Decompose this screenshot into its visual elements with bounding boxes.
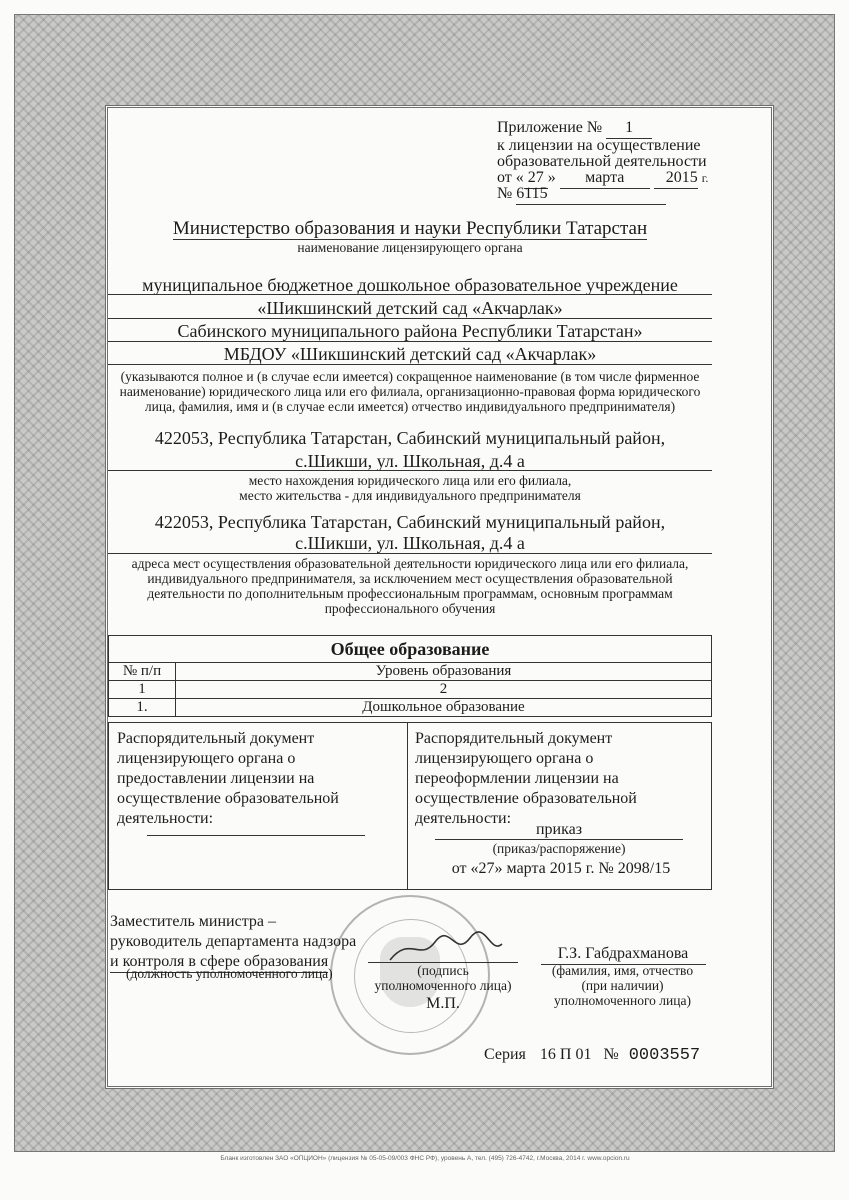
col-index-2: 2 [176, 681, 712, 699]
table-title: Общее образование [109, 636, 712, 663]
location-line2: с.Шикши, ул. Школьная, д.4 а [295, 451, 525, 471]
location-line1: 422053, Республика Татарстан, Сабинский муниципальный район, [154, 428, 666, 448]
location-caption: место нахождения юридического лица или его филиала, место жительства - для индивидуального предпринимателя [239, 473, 581, 503]
grant-blank-line [147, 835, 365, 836]
activity-address-line1: 422053, Республика Татарстан, Сабинский муниципальный район, [154, 512, 666, 532]
signature-mark [380, 930, 510, 966]
appendix-date: от « 27 » марта 2015 г. [497, 168, 708, 189]
appendix-number: 1 [606, 118, 652, 139]
documents-table [108, 722, 712, 890]
col-index-1: 1 [109, 681, 176, 699]
printer-note: Бланк изготовлен ЗАО «ОПЦИОН» (лицензия № 05-05-09/003 ФНС РФ), уровень А, тел. (495) 726-4742, г.Москва, 2014 г. www.opcion.ru [220, 1155, 630, 1162]
grant-document: Распорядительный документ лицензирующего органа о предоставлении лицензии на осуществление образовательной деятельности: [117, 730, 339, 827]
org-line1: муниципальное бюджетное дошкольное образовательное учреждение [142, 275, 678, 295]
form-series: Серия 16 П 01 № 0003557 [484, 1046, 701, 1065]
org-caption: (указываются полное и (в случае если имеется) сокращенное наименование (в том числе фирменное наименование) юридического лица или его филиала, организационно-правовая форма юридического лица, фамилия, имя и (в случае если имеется) отчество индивидуального предпринимателя) [119, 369, 701, 414]
row-level: Дошкольное образование [176, 699, 712, 717]
name-caption: (фамилия, имя, отчество (при наличии) уполномоченного лица) [551, 963, 694, 1008]
stamp-place-label: М.П. [426, 995, 460, 1012]
row-number: 1. [109, 699, 176, 717]
position-caption: (должность уполномоченного лица) [126, 966, 333, 981]
org-line4: МБДОУ «Шикшинский детский сад «Акчарлак» [223, 344, 597, 364]
appendix-line2: к лицензии на осуществление [497, 137, 701, 154]
col-level-header: Уровень образования [176, 663, 712, 681]
org-line2: «Шикшинский детский сад «Акчарлак» [257, 298, 563, 318]
column-divider [407, 723, 408, 889]
org-line3: Сабинского муниципального района Республики Татарстан» [177, 321, 643, 341]
col-number-header: № п/п [109, 663, 176, 681]
document-date-number: от «27» марта 2015 г. № 2098/15 [451, 860, 671, 877]
document-type: приказ [435, 821, 683, 840]
license-number: № 6115 [497, 184, 666, 205]
table-row [109, 699, 712, 717]
signature-caption: (подпись уполномоченного лица) [374, 963, 512, 993]
education-levels-table [108, 635, 712, 717]
reissue-document: Распорядительный документ лицензирующего органа о переоформлении лицензии на осуществление образовательной деятельности: [415, 730, 637, 827]
form-number: 0003557 [628, 1046, 701, 1065]
activity-address-line2: с.Шикши, ул. Школьная, д.4 а [295, 533, 525, 553]
authority-name: Министерство образования и науки Республики Татарстан [172, 218, 648, 239]
activity-address-caption: адреса мест осуществления образовательной деятельности юридического лица или его филиала, индивидуального предпринимателя, за исключением мест осуществления образовательной деятельности по дополнительным профессиональным программам, основным программам профессионального обучения [131, 556, 689, 616]
signer-position: Заместитель министра – руководитель департамента надзора и контроля в сфере образования [110, 912, 356, 973]
document-type-caption: (приказ/распоряжение) [492, 841, 626, 856]
authority-caption: наименование лицензирующего органа [297, 240, 523, 255]
signer-name: Г.З. Габдрахманова [538, 944, 708, 965]
appendix-line1: Приложение № 1 [497, 118, 652, 139]
appendix-line3: образовательной деятельности [497, 153, 707, 170]
